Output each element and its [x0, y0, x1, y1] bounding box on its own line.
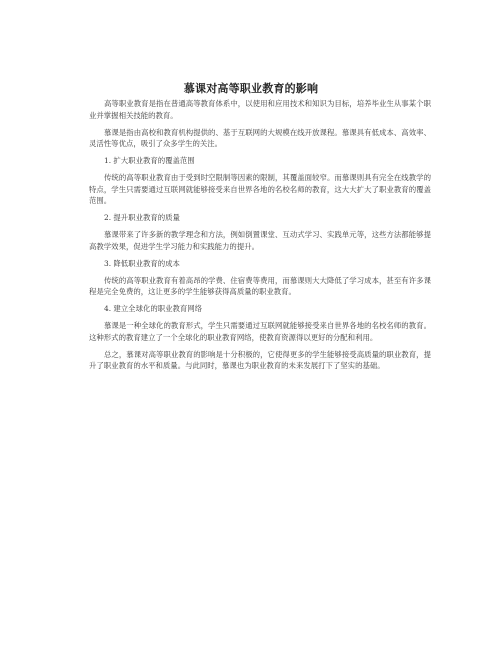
section-heading: 4. 建立全球化的职业教育网络 [104, 304, 203, 313]
paragraph: 慕课是一种全球化的教育形式，学生只需要通过互联网就能够接受来自世界各地的名校名师的教育。这种形式的教育建立了一个全球化的职业教育网络，使教育资源得以更好的分配和利用。 [89, 321, 431, 342]
section-heading: 3. 降低职业教育的成本 [104, 258, 180, 268]
document-body [89, 98, 431, 377]
section-heading: 1. 扩大职业教育的覆盖范围 [104, 156, 195, 165]
conclusion-paragraph: 总之，慕课对高等职业教育的影响是十分积极的，它使得更多的学生能够接受高质量的职业教育，提升了职业教育的水平和质量。与此同时，慕课也为职业教育的未来发展打下了坚实的基础。 [89, 349, 431, 370]
paragraph: 高等职业教育是指在普通高等教育体系中，以使用和应用技术和知识为目标，培养毕业生从事某个职业并掌握相关技能的教育。 [89, 99, 431, 120]
paragraph: 慕课带来了许多新的教学理念和方法，例如倒置课堂、互动式学习、实践单元等，这些方法都能够提高教学效果，促进学生学习能力和实践能力的提升。 [89, 230, 431, 251]
document-title: 慕课对高等职业教育的影响 [183, 82, 319, 95]
paragraph: 慕课是指由高校和教育机构提供的、基于互联网的大规模在线开放课程。慕课具有低成本、高效率、灵活性等优点，吸引了众多学生的关注。 [89, 127, 431, 148]
section-heading: 2. 提升职业教育的质量 [104, 213, 180, 222]
paragraph: 传统的高等职业教育由于受到时空限制等因素的限制，其覆盖面较窄。而慕课则具有完全在线教学的特点，学生只需要通过互联网就能够接受来自世界各地的名校名师的教育，这大大扩大了职业教育的覆盖范围。 [89, 173, 431, 205]
paragraph: 传统的高等职业教育有着高昂的学费、住宿费等费用，而慕课则大大降低了学习成本，甚至有许多课程是完全免费的，这让更多的学生能够获得高质量的职业教育。 [89, 275, 431, 296]
